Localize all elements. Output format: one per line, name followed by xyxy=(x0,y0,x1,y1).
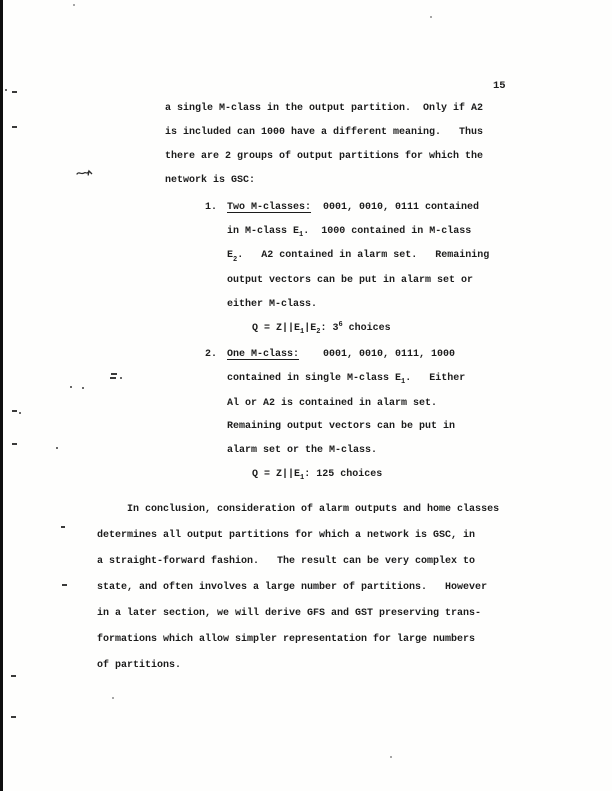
text-line: a single M-class in the output partition. Only if A2 xyxy=(165,103,484,114)
text-line: network is GSC: xyxy=(165,175,256,186)
scan-mark-dash xyxy=(11,716,16,718)
text-line: either M-class. xyxy=(227,298,318,310)
text-line: of partitions. xyxy=(97,660,182,671)
superscript: 6 xyxy=(338,320,343,329)
text-line: output vectors can be put in alarm set or xyxy=(227,275,474,287)
scan-mark-dash xyxy=(12,91,17,93)
text-line: contained in single M-class $E_1$. Either xyxy=(227,372,466,387)
scan-mark-dash xyxy=(11,675,16,677)
text-line: formations which allow simpler representation for large numbers xyxy=(97,634,476,645)
text-line: Remaining output vectors can be put in xyxy=(227,421,456,433)
scan-mark-dash xyxy=(12,410,17,412)
underlined-text: One M-class: xyxy=(227,349,300,360)
list-item-2 xyxy=(205,343,465,488)
handwritten-squiggle-mark xyxy=(76,167,94,178)
subscript: 1 xyxy=(299,231,304,240)
subscript: 1 xyxy=(300,474,305,483)
scan-mark-dash xyxy=(62,584,67,586)
scan-mark-dash xyxy=(111,373,117,375)
text-line: Al or A2 is contained in alarm set. xyxy=(227,397,438,409)
scan-speck xyxy=(56,447,58,449)
item-text xyxy=(227,196,489,317)
intro-paragraph xyxy=(165,97,483,193)
subscript: 2 xyxy=(316,328,321,337)
text-line: One M-class: 0001, 0010, 0111, 1000 xyxy=(227,349,456,360)
formula-two-m-classes: $Q = Z||E_1|E_2$: $3^6$ choices xyxy=(252,320,391,337)
list-item-1 xyxy=(205,196,489,341)
text-line: alarm set or the M-class. xyxy=(227,445,378,457)
conclusion-paragraph xyxy=(97,497,499,679)
text-line: In conclusion, consideration of alarm outputs and home classes xyxy=(97,504,500,515)
scan-speck xyxy=(73,4,75,6)
text-line: determines all output partitions for which a network is GSC, in xyxy=(97,530,476,541)
scan-speck xyxy=(82,387,84,389)
scan-speck xyxy=(390,756,392,758)
subscript: 1 xyxy=(300,328,305,337)
scan-speck xyxy=(112,697,114,699)
text-line: in M-class $E_1$. 1000 contained in M-class xyxy=(227,225,472,240)
scan-mark-dash xyxy=(12,443,17,445)
formula-one-m-class: $Q = Z||E_1$: 125 choices xyxy=(252,468,383,483)
scan-speck xyxy=(19,412,21,414)
subscript: 1 xyxy=(401,378,406,387)
text-line: $E_2$. A2 contained in alarm set. Remaining xyxy=(227,250,490,264)
text-line: in a later section, we will derive GFS and GST preserving trans- xyxy=(97,608,482,619)
text-line: there are 2 groups of output partitions for which the xyxy=(165,151,484,162)
underlined-text: Two M-classes: xyxy=(227,202,312,213)
scan-mark-dash xyxy=(61,526,65,528)
item-number: 1. xyxy=(205,202,218,213)
text-line: a straight-forward fashion. The result can be very complex to xyxy=(97,556,476,567)
page-number: 15 xyxy=(493,80,506,92)
scan-speck xyxy=(5,89,7,91)
item-text xyxy=(227,343,465,463)
text-line: state, and often involves a large number of partitions. However xyxy=(97,582,488,593)
scan-mark-dash xyxy=(12,126,17,128)
scan-edge-bar xyxy=(0,0,3,791)
text-line: is included can 1000 have a different meaning. Thus xyxy=(165,127,484,138)
scan-speck xyxy=(70,386,72,388)
scan-mark-dash xyxy=(110,377,116,379)
item-number: 2. xyxy=(205,349,218,360)
scan-speck xyxy=(120,377,122,379)
subscript: 2 xyxy=(233,255,238,264)
scan-speck xyxy=(430,16,432,18)
text-line: Two M-classes: 0001, 0010, 0111 contained xyxy=(227,202,480,213)
